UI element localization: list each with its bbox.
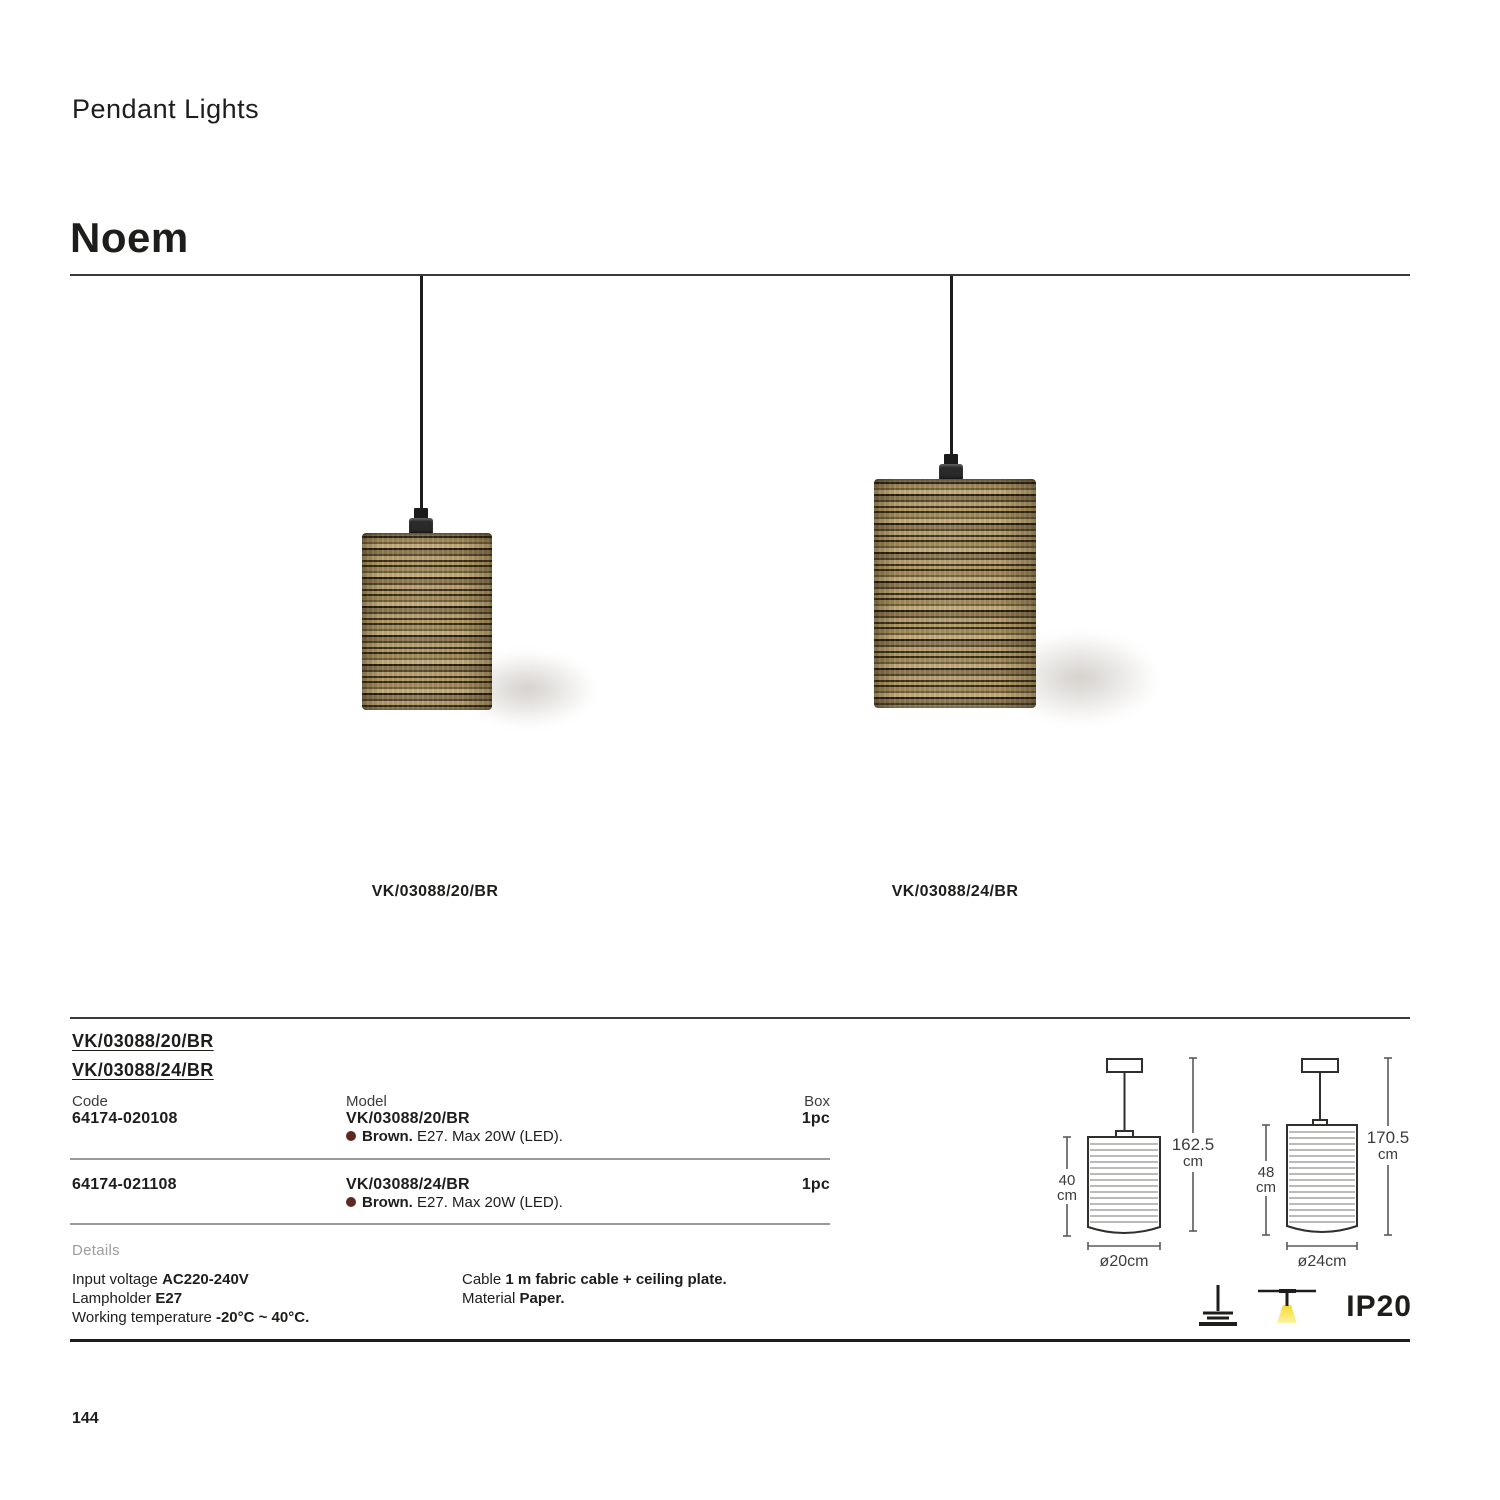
column-header-code: Code [72,1093,108,1110]
product-link-1[interactable]: VK/03088/20/BR [72,1031,214,1051]
details-heading: Details [72,1242,120,1259]
column-header-model: Model [346,1093,387,1110]
details-right-column [462,1270,727,1308]
page-title: Noem [70,214,189,261]
product-label-right: VK/03088/24/BR [891,883,1019,900]
dim-shade-height-large: 48 [1257,1164,1275,1181]
detail-line: Lampholder E27 [72,1290,183,1307]
dim-total-height-small: 162.5 [1171,1135,1215,1154]
product-label-left: VK/03088/20/BR [371,883,499,900]
color-bullet [346,1197,356,1207]
model-value: VK/03088/20/BR [346,1110,470,1127]
lamp-spec: E27. Max 20W (LED). [417,1194,563,1211]
finish-line [346,1194,563,1211]
diagram-small-pendant [1088,1059,1160,1233]
product-link-2[interactable]: VK/03088/24/BR [72,1060,214,1080]
color-bullet [346,1131,356,1141]
detail-line: Input voltage AC220-240V [72,1271,249,1288]
row-divider [70,1158,830,1160]
code-value: 64174-021108 [72,1176,177,1193]
category-heading: Pendant Lights [72,94,260,124]
column-header-box: Box [804,1093,830,1110]
pendant-shade-right [874,479,1036,708]
model-value: VK/03088/24/BR [346,1176,470,1193]
finish-name: Brown. [362,1128,413,1145]
dim-shade-height-unit-large: cm [1256,1179,1276,1196]
footer-rule [70,1339,1410,1342]
dim-diameter-small: ø20cm [1099,1253,1149,1270]
dim-diameter-large: ø24cm [1297,1253,1347,1270]
pendant-shade-left [362,533,492,710]
code-value: 64174-020108 [72,1110,178,1127]
box-value: 1pc [801,1176,830,1193]
title-rule [70,274,1410,276]
dim-shade-height-unit-small: cm [1057,1187,1077,1204]
finish-name: Brown. [362,1194,413,1211]
finish-line [346,1128,563,1145]
dim-shade-height-small: 40 [1058,1172,1076,1189]
dim-total-height-unit-small: cm [1183,1153,1203,1170]
pendant-lamp-icon [1256,1285,1320,1327]
diagram-large-pendant [1287,1059,1357,1232]
details-divider [70,1223,830,1225]
ground-class-icon [1197,1283,1241,1331]
details-left-column [72,1270,309,1327]
spec-top-rule [70,1017,1410,1019]
dim-total-height-large: 170.5 [1366,1128,1410,1147]
detail-line: Cable 1 m fabric cable + ceiling plate. [462,1271,727,1288]
ip-rating: IP20 [1346,1290,1412,1323]
lamp-spec: E27. Max 20W (LED). [417,1128,563,1145]
dimension-diagrams [1050,1048,1420,1273]
pendant-cable-right [950,276,953,458]
box-value: 1pc [801,1110,830,1127]
dim-total-height-unit-large: cm [1378,1146,1398,1163]
pendant-cable-left [420,276,423,512]
detail-line: Working temperature -20°C ~ 40°C. [72,1309,310,1326]
detail-line: Material Paper. [462,1290,565,1307]
page-number: 144 [72,1410,99,1427]
